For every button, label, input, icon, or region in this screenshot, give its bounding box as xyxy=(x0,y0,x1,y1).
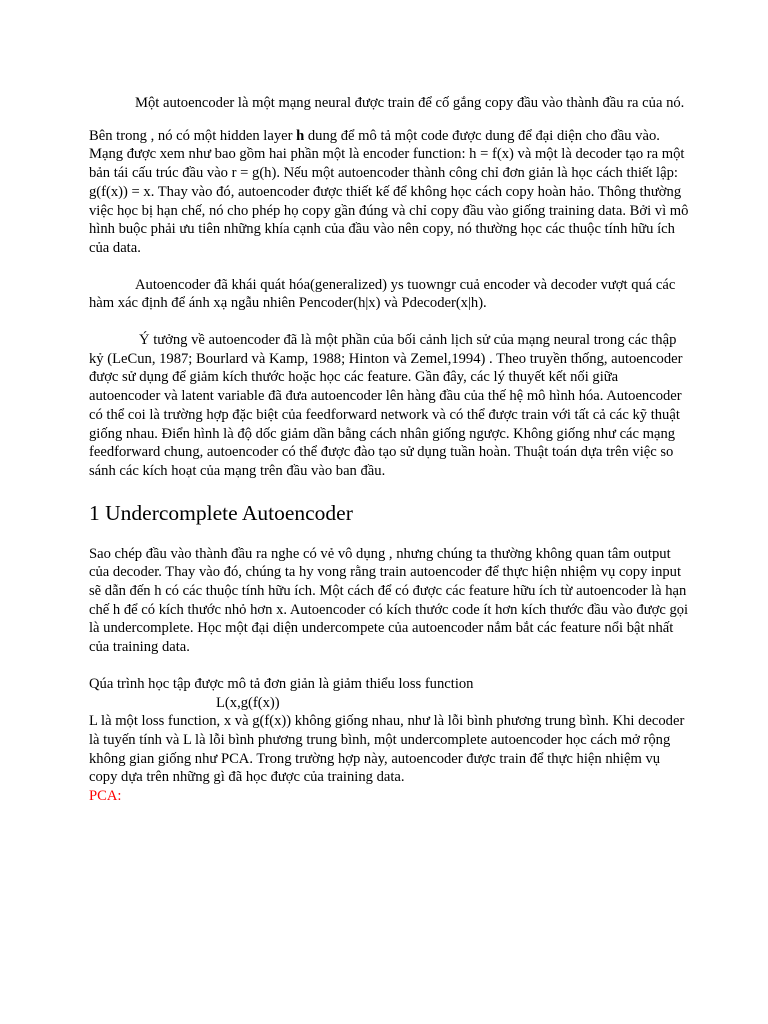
paragraph-generalized: Autoencoder đã khái quát hóa(generalized) ys tuowngr cuả encoder và decoder vượt quá các hàm xác định để ánh xạ ngẫu nhiên Pencoder(h|x) và Pdecoder(x|h). xyxy=(89,276,676,312)
paragraph-hidden-layer-text-a: Bên trong , nó có một hidden layer xyxy=(89,127,297,144)
paragraph-undercomplete: Sao chép đầu vào thành đầu ra nghe có vẻ vô dụng , nhưng chúng ta thường không quan tâm output của decoder. Thay vào đó, chúng ta hy vong rằng train autoencoder để thực hiện nhiệm vụ copy input sẽ dẫn đến h có các thuộc tính hữu ích. Một cách để có được các feature hữu ích từ autoencoder là hạn chế h để có kích thước nhỏ hơn x. Autoencoder có kích thước code ít hơn kích thước đầu vào được gọi là undercomplete. Học một đại diện undercompete của autoencoder nắm bắt các feature nổi bật nhất của training data. xyxy=(89,545,689,656)
paragraph-loss-intro: Qúa trình học tập được mô tả đơn giản là giảm thiểu loss function xyxy=(89,675,474,692)
hidden-layer-symbol: h xyxy=(296,127,305,144)
paragraph-intro: Một autoencoder là một mạng neural được train để cố gắng copy đầu vào thành đầu ra của nó. xyxy=(135,95,685,111)
paragraph-history: Ý tưởng về autoencoder đã là một phần của bối cảnh lịch sử của mạng neural trong các thập kỷ (LeCun, 1987; Bourlard và Kamp, 1988; Hinton và Zemel,1994) . Theo truyền thống, autoencoder được sử dụng để giảm kích thước hoặc học các feature. Gần đây, các lý thuyết kết nối giữa autoencoder và latent variable đã đưa autoencoder lên hàng đầu của thế hệ mô hình hóa. Autoencoder có thể coi là trường hợp đặc biệt của feedforward network và có thể được train với tất cả các kỹ thuật giống nhau. Điển hình là độ dốc giảm dần bằng cách nhân giống ngược. Không giống như các mạng feedforward chung, autoencoder có thể được đào tạo sử dụng tuần hoàn. Thuật toán dựa trên việc so sánh các kích hoạt của mạng trên đầu vào ban đầu. xyxy=(89,332,683,479)
paragraph-hidden-layer-text-b: dung để mô tả một code được dung để đại diện cho đầu vào. Mạng được xem như bao gồm hai phần một là encoder function: h = f(x) và một là decoder tạo ra một bản tái cấu trúc đầu vào r = g(h). Nếu một autoencoder thành công chỉ đơn giản là học cách thiết lập: g(f(x)) = x. Thay vào đó, autoencoder được thiết kế để không học cách copy hoàn hảo. Thông thường việc học bị hạn chế, nó cho phép họ copy gần đúng và chỉ copy đầu vào giống training data. Bởi vì mô hình buộc phải ưu tiên những khía cạnh của đầu vào nên copy, nó thường học các thuộc tính hữu ích của data. xyxy=(89,127,689,256)
section-heading: 1 Undercomplete Autoencoder xyxy=(89,500,353,525)
paragraph-hidden-layer xyxy=(89,127,689,258)
loss-formula: L(x,g(f(x)) xyxy=(216,694,280,711)
document-page xyxy=(89,94,689,806)
paragraph-loss-detail: L là một loss function, x và g(f(x)) không giống nhau, như là lỗi bình phương trung bình. Khi decoder là tuyến tính và L là lỗi bình phương trung bình, một undercomplete autoencoder học cách mở rộng không gian giống như PCA. Trong trường hợp này, autoencoder được train để thực hiện nhiệm vụ copy dựa trên những gì đã học được của training data. xyxy=(89,713,685,786)
pca-label: PCA: xyxy=(89,788,122,805)
